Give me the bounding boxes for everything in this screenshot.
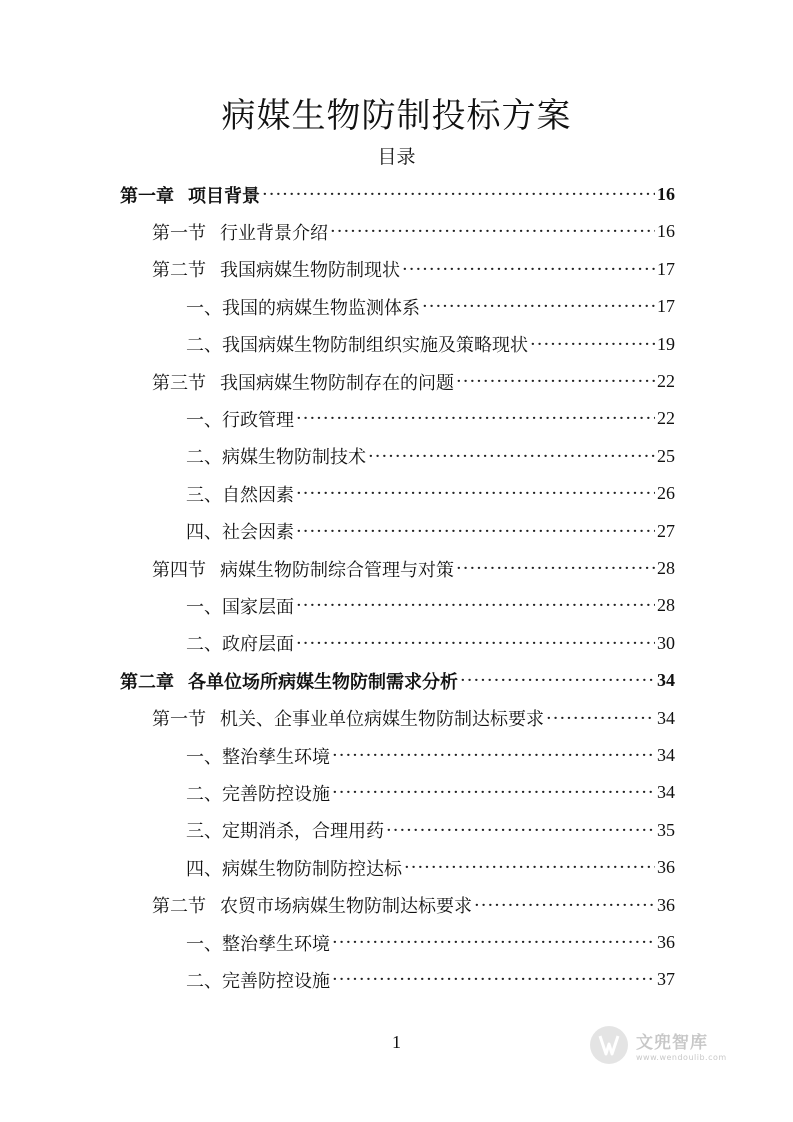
page-number: 1: [392, 1032, 401, 1052]
toc-entry[interactable]: [152, 550, 675, 587]
toc-entry[interactable]: [186, 513, 675, 550]
toc-entry-page: 30: [657, 632, 675, 653]
toc-entry[interactable]: [186, 288, 675, 325]
toc-entry-page: 36: [657, 894, 675, 915]
toc-entry-page: 28: [657, 558, 675, 578]
toc-entry-title: 病媒生物防制综合管理与对策: [220, 559, 454, 581]
toc-entry-title: 行业背景介绍: [220, 222, 328, 244]
toc-entry-page: 34: [657, 707, 675, 728]
toc-entry-title: 二、政府层面: [186, 634, 294, 656]
toc-entry[interactable]: [152, 251, 675, 288]
toc-entry-page: 35: [657, 819, 675, 840]
toc-entry-page: 19: [657, 333, 675, 354]
toc-dot-leader: [332, 745, 655, 766]
toc-entry-title: 农贸市场病媒生物防制达标要求: [220, 896, 472, 918]
toc-dot-leader: [404, 857, 655, 878]
toc-entry-title: 一、整治孳生环境: [186, 933, 330, 955]
toc-entry-title: 三、定期消杀，合理用药: [186, 821, 384, 843]
toc-entry-title: 二、完善防控设施: [186, 970, 330, 992]
toc-entry-title: 四、社会因素: [186, 522, 294, 544]
toc-entry-page: 16: [657, 221, 675, 242]
toc-entry[interactable]: [152, 363, 675, 400]
toc-dot-leader: [296, 595, 655, 616]
toc-entry-page: 36: [657, 857, 675, 878]
toc-entry-number: 第一节: [152, 709, 206, 731]
toc-dot-leader: [296, 483, 655, 504]
toc-entry-page: 28: [657, 595, 675, 616]
toc-entry-title: 二、病媒生物防制技术: [186, 447, 366, 469]
toc-dot-leader: [474, 895, 655, 916]
toc-entry-number: 第一节: [152, 222, 206, 244]
wendu-logo-icon: [588, 1024, 630, 1066]
toc-entry-page: 16: [657, 184, 675, 204]
toc-dot-leader: [332, 932, 655, 953]
toc-entry[interactable]: [152, 213, 675, 250]
toc-entry-number: 第四节: [152, 559, 206, 581]
toc-entry-page: 34: [657, 782, 675, 803]
toc-entry-page: 26: [657, 483, 675, 504]
toc-entry-number: 第三节: [152, 372, 206, 394]
toc-dot-leader: [456, 558, 655, 579]
toc-entry[interactable]: [186, 774, 675, 811]
toc-entry[interactable]: [186, 924, 675, 961]
toc-dot-leader: [330, 221, 655, 242]
toc-dot-leader: [546, 708, 655, 729]
toc-entry-number: 第二章: [120, 671, 174, 693]
toc-dot-leader: [368, 446, 655, 467]
toc-entry-page: 17: [657, 296, 675, 317]
toc-entry[interactable]: [186, 587, 675, 624]
toc-entry[interactable]: [186, 961, 675, 998]
toc-dot-leader: [296, 408, 655, 429]
toc-entry[interactable]: [186, 326, 675, 363]
toc-entry-number: 第一章: [120, 185, 174, 207]
toc-entry[interactable]: [152, 887, 675, 924]
toc-entry-title: 项目背景: [188, 185, 260, 207]
toc-entry-page: 25: [657, 445, 675, 466]
document-title: 病媒生物防制投标方案: [221, 96, 572, 136]
toc-entry-title: 一、行政管理: [186, 409, 294, 431]
toc-dot-leader: [456, 371, 655, 392]
toc-dot-leader: [262, 184, 655, 205]
toc-entry-title: 我国病媒生物防制存在的问题: [220, 372, 454, 394]
toc-entry-page: 36: [657, 932, 675, 952]
toc-dot-leader: [332, 782, 655, 803]
toc-heading: 目录: [377, 146, 416, 168]
toc-dot-leader: [332, 969, 655, 990]
toc-entry[interactable]: [186, 475, 675, 512]
watermark: [588, 1024, 727, 1066]
toc-entry-title: 二、完善防控设施: [186, 783, 330, 805]
watermark-name: 文兜智库: [636, 1033, 708, 1053]
toc-dot-leader: [460, 670, 655, 691]
toc-entry[interactable]: [120, 176, 675, 213]
toc-entry-page: 37: [657, 969, 675, 990]
toc-dot-leader: [296, 521, 655, 542]
toc-dot-leader: [296, 633, 655, 654]
toc-entry-page: 22: [657, 408, 675, 429]
toc-entry-title: 机关、企事业单位病媒生物防制达标要求: [220, 709, 544, 731]
toc-dot-leader: [386, 820, 655, 841]
toc-entry-page: 34: [657, 670, 675, 691]
toc-entry-title: 二、我国病媒生物防制组织实施及策略现状: [186, 335, 528, 357]
toc-entry-title: 一、整治孳生环境: [186, 746, 330, 768]
toc-entry-page: 22: [657, 371, 675, 391]
toc-entry[interactable]: [186, 737, 675, 774]
toc-entry-number: 第二节: [152, 260, 206, 282]
toc-entry-title: 四、病媒生物防制防控达标: [186, 858, 402, 880]
toc-entry[interactable]: [186, 438, 675, 475]
toc-entry-title: 我国病媒生物防制现状: [220, 260, 400, 282]
toc-entry-title: 一、国家层面: [186, 596, 294, 618]
toc-dot-leader: [530, 334, 655, 355]
toc-entry[interactable]: [120, 662, 675, 699]
toc-dot-leader: [422, 296, 655, 317]
toc-dot-leader: [402, 259, 655, 280]
toc-entry-page: 17: [657, 258, 675, 279]
toc-entry[interactable]: [186, 849, 675, 886]
toc-entry[interactable]: [186, 625, 675, 662]
toc-entry[interactable]: [186, 812, 675, 849]
watermark-url: www.wendoulib.com: [636, 1053, 727, 1062]
toc-entry-number: 第二节: [152, 896, 206, 918]
toc-entry-page: 27: [657, 520, 675, 541]
toc-entry-title: 各单位场所病媒生物防制需求分析: [188, 671, 458, 693]
toc-entry[interactable]: [152, 700, 675, 737]
toc-entry-title: 三、自然因素: [186, 484, 294, 506]
toc-entry-page: 34: [657, 745, 675, 765]
toc-entry[interactable]: [186, 400, 675, 437]
toc-entry-title: 一、我国的病媒生物监测体系: [186, 297, 420, 319]
